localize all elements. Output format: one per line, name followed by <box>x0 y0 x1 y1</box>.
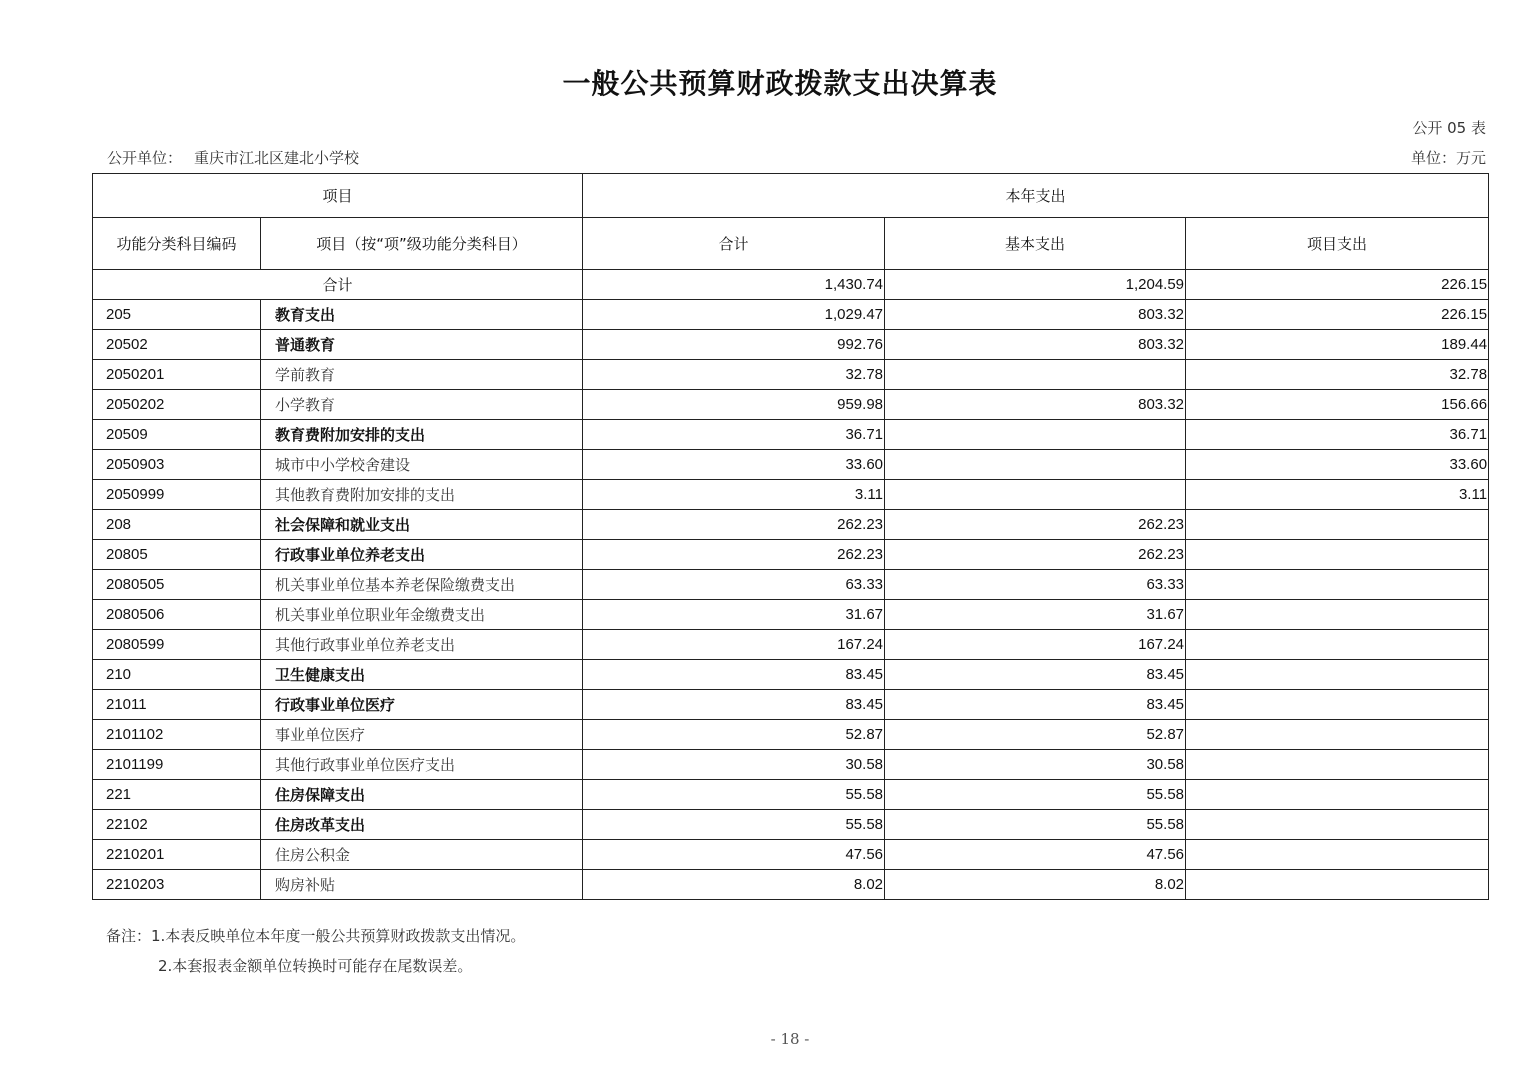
row-basic: 262.23 <box>885 510 1186 540</box>
table-row <box>93 450 1489 480</box>
row-project: 33.60 <box>1186 450 1489 480</box>
row-basic: 803.32 <box>885 300 1186 330</box>
row-basic <box>885 480 1186 510</box>
row-project: 32.78 <box>1186 360 1489 390</box>
unit-name: 重庆市江北区建北小学校 <box>194 149 360 167</box>
row-total: 55.58 <box>583 780 885 810</box>
table-row <box>93 690 1489 720</box>
row-basic: 83.45 <box>885 660 1186 690</box>
total-label: 合计 <box>93 270 583 300</box>
header-basic: 基本支出 <box>885 218 1186 270</box>
row-basic: 803.32 <box>885 330 1186 360</box>
total-basic: 1,204.59 <box>885 270 1186 300</box>
row-total: 63.33 <box>583 570 885 600</box>
row-basic: 803.32 <box>885 390 1186 420</box>
row-code: 2050202 <box>93 390 261 420</box>
row-basic: 55.58 <box>885 810 1186 840</box>
row-project <box>1186 660 1489 690</box>
row-project <box>1186 870 1489 900</box>
table-row <box>93 420 1489 450</box>
row-project <box>1186 570 1489 600</box>
row-total: 30.58 <box>583 750 885 780</box>
header-row-2 <box>93 218 1489 270</box>
table-row <box>93 810 1489 840</box>
row-code: 2101199 <box>93 750 261 780</box>
row-name: 城市中小学校舍建设 <box>261 450 583 480</box>
table-row <box>93 360 1489 390</box>
table-row <box>93 480 1489 510</box>
row-code: 221 <box>93 780 261 810</box>
total-amount: 1,430.74 <box>583 270 885 300</box>
row-project <box>1186 630 1489 660</box>
row-basic: 30.58 <box>885 750 1186 780</box>
row-project <box>1186 600 1489 630</box>
row-name: 住房保障支出 <box>261 780 583 810</box>
header-code: 功能分类科目编码 <box>93 218 261 270</box>
row-basic: 52.87 <box>885 720 1186 750</box>
row-basic: 55.58 <box>885 780 1186 810</box>
unit-info-row <box>107 147 1486 168</box>
row-name: 行政事业单位医疗 <box>261 690 583 720</box>
row-name: 事业单位医疗 <box>261 720 583 750</box>
row-code: 2210203 <box>93 870 261 900</box>
row-code: 210 <box>93 660 261 690</box>
table-row <box>93 390 1489 420</box>
row-total: 262.23 <box>583 510 885 540</box>
row-total: 992.76 <box>583 330 885 360</box>
table-row <box>93 660 1489 690</box>
row-name: 小学教育 <box>261 390 583 420</box>
row-total: 262.23 <box>583 540 885 570</box>
notes <box>106 921 525 981</box>
row-total: 83.45 <box>583 690 885 720</box>
header-project: 项目 <box>93 174 583 218</box>
row-code: 2080505 <box>93 570 261 600</box>
header-current-year: 本年支出 <box>583 174 1489 218</box>
unit-label: 公开单位： <box>107 149 183 167</box>
row-name: 社会保障和就业支出 <box>261 510 583 540</box>
row-name: 卫生健康支出 <box>261 660 583 690</box>
row-code: 2050903 <box>93 450 261 480</box>
row-basic <box>885 360 1186 390</box>
row-code: 2080599 <box>93 630 261 660</box>
row-basic: 8.02 <box>885 870 1186 900</box>
row-project <box>1186 540 1489 570</box>
row-basic <box>885 420 1186 450</box>
row-project: 189.44 <box>1186 330 1489 360</box>
row-code: 20509 <box>93 420 261 450</box>
row-name: 行政事业单位养老支出 <box>261 540 583 570</box>
row-basic <box>885 450 1186 480</box>
row-project <box>1186 810 1489 840</box>
row-name: 其他行政事业单位医疗支出 <box>261 750 583 780</box>
header-project-expenditure: 项目支出 <box>1186 218 1489 270</box>
row-total: 55.58 <box>583 810 885 840</box>
table-row <box>93 870 1489 900</box>
row-name: 其他行政事业单位养老支出 <box>261 630 583 660</box>
row-total: 1,029.47 <box>583 300 885 330</box>
row-code: 20805 <box>93 540 261 570</box>
row-name: 机关事业单位基本养老保险缴费支出 <box>261 570 583 600</box>
row-total: 8.02 <box>583 870 885 900</box>
row-code: 22102 <box>93 810 261 840</box>
row-project: 226.15 <box>1186 300 1489 330</box>
row-basic: 31.67 <box>885 600 1186 630</box>
row-total: 36.71 <box>583 420 885 450</box>
row-total: 167.24 <box>583 630 885 660</box>
row-total: 32.78 <box>583 360 885 390</box>
row-code: 2210201 <box>93 840 261 870</box>
row-code: 2080506 <box>93 600 261 630</box>
table-row <box>93 600 1489 630</box>
expenditure-table <box>92 173 1489 900</box>
table-row <box>93 570 1489 600</box>
row-basic: 47.56 <box>885 840 1186 870</box>
table-row <box>93 840 1489 870</box>
row-name: 其他教育费附加安排的支出 <box>261 480 583 510</box>
row-total: 33.60 <box>583 450 885 480</box>
row-total: 52.87 <box>583 720 885 750</box>
row-basic: 83.45 <box>885 690 1186 720</box>
row-code: 20502 <box>93 330 261 360</box>
row-name: 机关事业单位职业年金缴费支出 <box>261 600 583 630</box>
currency-unit: 单位：万元 <box>1410 149 1486 167</box>
table-row <box>93 720 1489 750</box>
row-name: 教育支出 <box>261 300 583 330</box>
row-project <box>1186 840 1489 870</box>
row-basic: 63.33 <box>885 570 1186 600</box>
header-total: 合计 <box>583 218 885 270</box>
row-name: 住房改革支出 <box>261 810 583 840</box>
table-row <box>93 540 1489 570</box>
row-code: 21011 <box>93 690 261 720</box>
row-code: 2050201 <box>93 360 261 390</box>
table-number: 公开 05 表 <box>1412 119 1486 137</box>
total-project: 226.15 <box>1186 270 1489 300</box>
row-basic: 262.23 <box>885 540 1186 570</box>
note-1: 备注：1.本表反映单位本年度一般公共预算财政拨款支出情况。 <box>106 927 526 945</box>
row-name: 普通教育 <box>261 330 583 360</box>
total-row <box>93 270 1489 300</box>
table-row <box>93 510 1489 540</box>
row-name: 住房公积金 <box>261 840 583 870</box>
row-total: 83.45 <box>583 660 885 690</box>
header-item: 项目（按“项”级功能分类科目） <box>261 218 583 270</box>
row-name: 购房补贴 <box>261 870 583 900</box>
row-name: 学前教育 <box>261 360 583 390</box>
row-project <box>1186 720 1489 750</box>
row-code: 205 <box>93 300 261 330</box>
row-code: 208 <box>93 510 261 540</box>
row-code: 2050999 <box>93 480 261 510</box>
row-total: 47.56 <box>583 840 885 870</box>
page-title: 一般公共预算财政拨款支出决算表 <box>562 67 998 100</box>
row-code: 2101102 <box>93 720 261 750</box>
row-project: 156.66 <box>1186 390 1489 420</box>
row-total: 959.98 <box>583 390 885 420</box>
row-project <box>1186 780 1489 810</box>
row-total: 3.11 <box>583 480 885 510</box>
note-2: 2.本套报表金额单位转换时可能存在尾数误差。 <box>158 957 473 975</box>
table-row <box>93 300 1489 330</box>
row-project <box>1186 510 1489 540</box>
table-row <box>93 330 1489 360</box>
table-row <box>93 780 1489 810</box>
row-name: 教育费附加安排的支出 <box>261 420 583 450</box>
row-project <box>1186 690 1489 720</box>
row-project: 3.11 <box>1186 480 1489 510</box>
row-total: 31.67 <box>583 600 885 630</box>
row-project: 36.71 <box>1186 420 1489 450</box>
row-project <box>1186 750 1489 780</box>
row-basic: 167.24 <box>885 630 1186 660</box>
header-row-1 <box>93 174 1489 218</box>
table-row <box>93 630 1489 660</box>
page-number: - 18 - <box>770 1030 810 1048</box>
table-row <box>93 750 1489 780</box>
